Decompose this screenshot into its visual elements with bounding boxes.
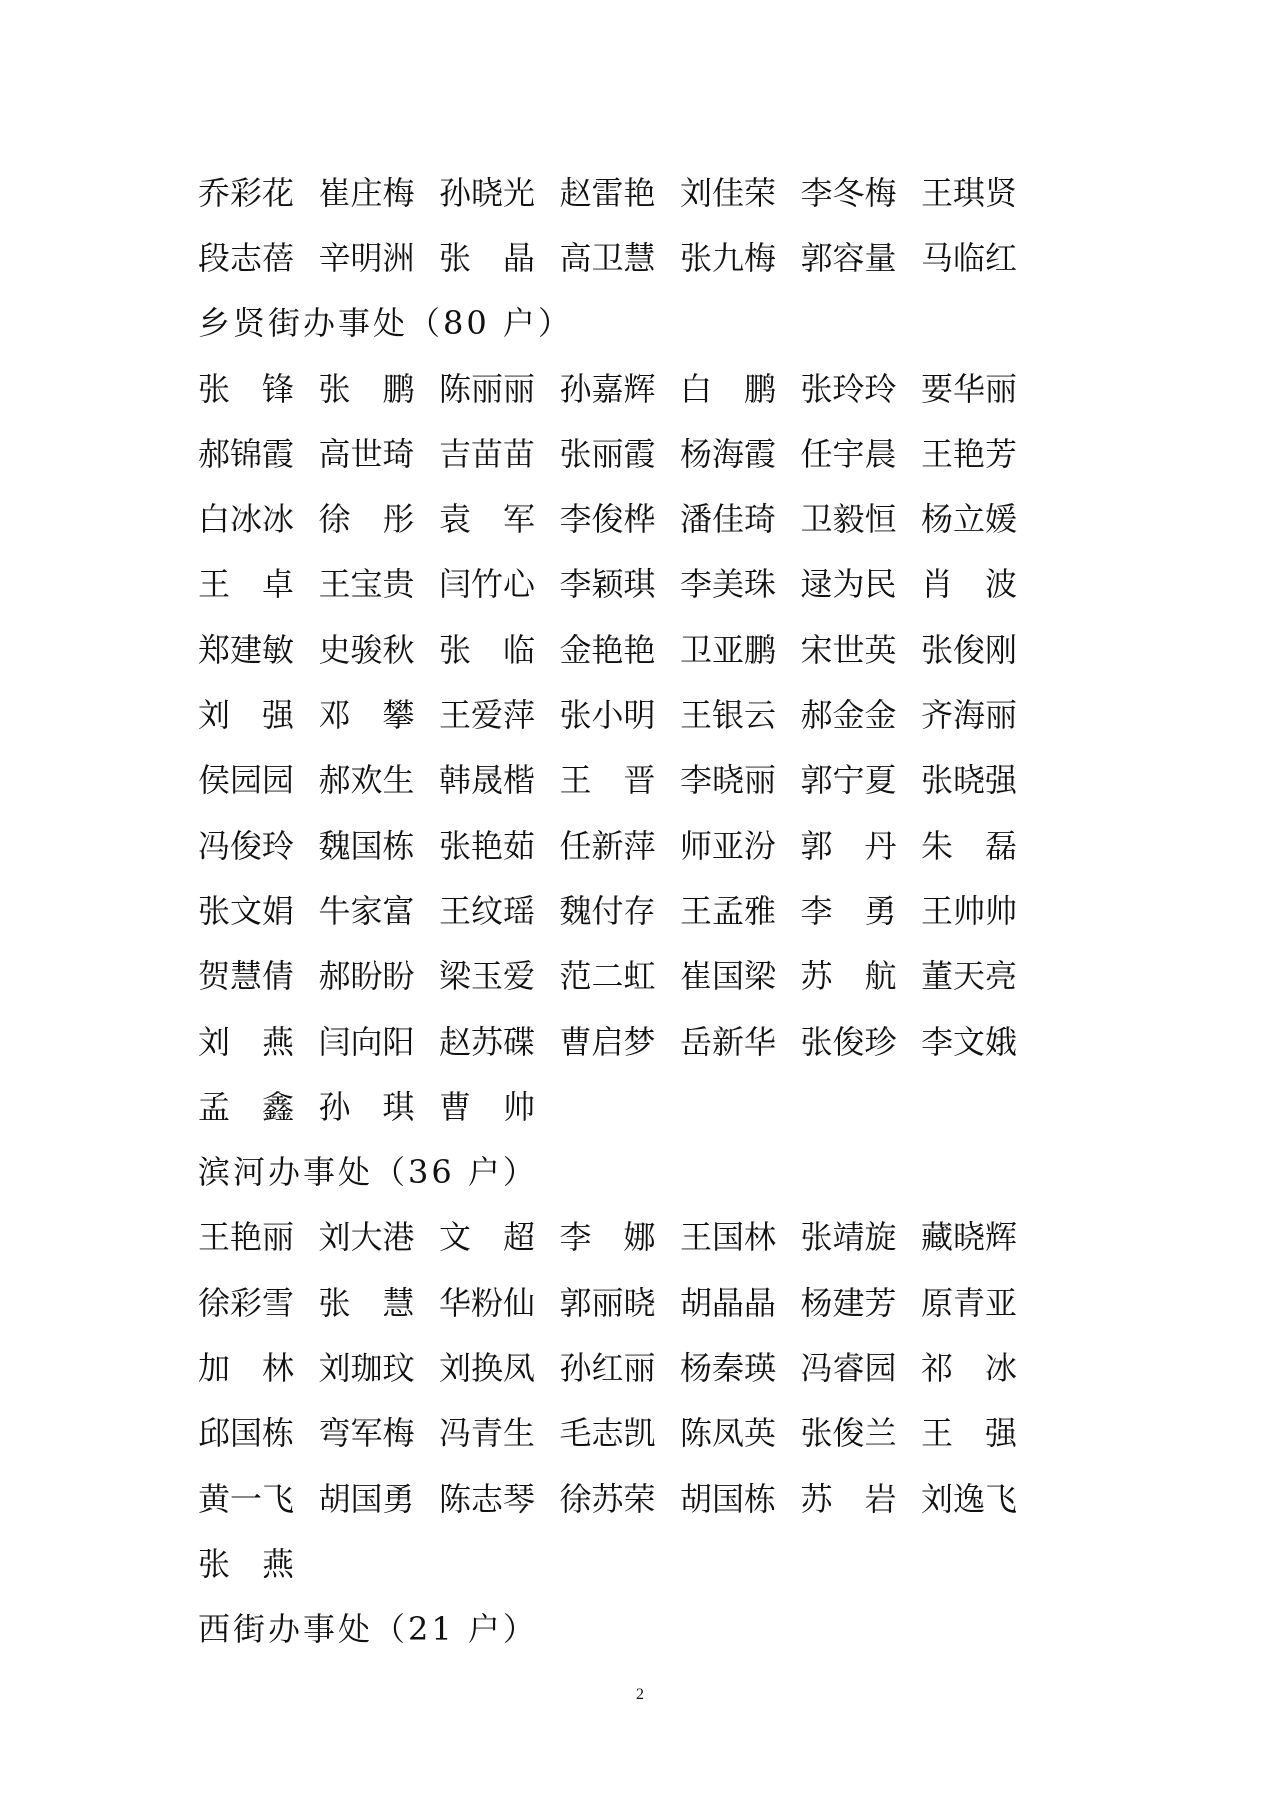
person-name	[921, 1212, 1042, 1258]
person-name	[319, 233, 440, 279]
person-name-text: 赵 雷 艳	[559, 173, 656, 212]
person-name	[319, 559, 440, 605]
person-name	[198, 625, 319, 671]
person-name-text: 王 帅 帅	[921, 891, 1018, 930]
person-name-text: 杨 秦 瑛	[680, 1348, 777, 1387]
person-name	[560, 1212, 681, 1258]
person-name	[801, 1212, 922, 1258]
person-name	[680, 233, 801, 279]
person-name-text: 李 晓 丽	[680, 761, 777, 800]
person-name-text: 张 临	[439, 630, 535, 669]
person-name-text: 张 燕	[198, 1544, 294, 1583]
person-name	[680, 821, 801, 867]
name-row	[198, 1203, 1028, 1268]
person-name	[319, 1278, 440, 1324]
person-name-text: 白 鹏	[680, 369, 776, 408]
person-name-text: 张 文 娟	[198, 891, 295, 930]
person-name-text: 孙 琪	[318, 1087, 415, 1126]
person-name	[921, 429, 1042, 475]
person-name-text: 弯 军 梅	[318, 1414, 415, 1453]
person-name-text: 刘 燕	[198, 1022, 294, 1061]
person-name-text: 冯 俊 玲	[198, 826, 295, 865]
person-name-text: 张 鹏	[318, 369, 415, 408]
person-name	[560, 690, 681, 736]
person-name	[560, 364, 681, 410]
person-name-text: 朱 磊	[921, 826, 1017, 865]
person-name	[801, 1408, 922, 1454]
person-name-text: 张 小 明	[559, 696, 656, 735]
person-name-text: 乔 彩 花	[198, 173, 295, 212]
page-number: 2	[636, 1686, 644, 1703]
person-name-text: 任 宇 晨	[800, 434, 897, 473]
person-name-text: 王 爱 萍	[439, 696, 536, 735]
person-name-text: 金 艳 艳	[559, 630, 656, 669]
person-name	[198, 1017, 319, 1063]
person-name-text: 张 晶	[439, 238, 535, 277]
person-name	[198, 559, 319, 605]
person-name	[319, 1017, 440, 1063]
person-name	[801, 690, 922, 736]
person-name-text: 张 慧	[318, 1283, 415, 1322]
person-name	[319, 364, 440, 410]
person-name	[198, 1278, 319, 1324]
person-name	[319, 886, 440, 932]
person-name-text: 刘 逸 飞	[921, 1479, 1018, 1518]
person-name-text: 董 天 亮	[921, 957, 1018, 996]
person-name	[439, 168, 560, 214]
name-row	[198, 1268, 1028, 1333]
person-name	[801, 364, 922, 410]
person-name	[198, 1539, 319, 1585]
person-name-text: 陈 丽 丽	[439, 369, 536, 408]
person-name	[680, 1278, 801, 1324]
name-row	[198, 680, 1028, 745]
person-name-text: 袁 军	[439, 500, 535, 539]
person-name	[680, 494, 801, 540]
person-name	[439, 1082, 560, 1128]
person-name-text: 王 晋	[559, 761, 656, 800]
person-name-text: 要 华 丽	[921, 369, 1018, 408]
person-name-text: 邓 攀	[318, 696, 415, 735]
person-name	[680, 364, 801, 410]
person-name	[198, 168, 319, 214]
name-list-content	[198, 158, 1028, 1660]
person-name-text: 白 冰 冰	[198, 500, 295, 539]
name-row	[198, 1399, 1028, 1464]
person-name-text: 李 俊 桦	[559, 500, 656, 539]
person-name-text: 王 艳 丽	[198, 1218, 295, 1257]
person-name	[801, 559, 922, 605]
person-name	[680, 951, 801, 997]
person-name	[439, 233, 560, 279]
person-name	[921, 1343, 1042, 1389]
person-name-text: 卫 毅 恒	[800, 500, 897, 539]
person-name-text: 徐 彤	[318, 500, 415, 539]
person-name-text: 闫 竹 心	[439, 565, 536, 604]
person-name	[560, 559, 681, 605]
person-name-text: 毛 志 凯	[559, 1414, 656, 1453]
person-name	[198, 364, 319, 410]
person-name	[439, 886, 560, 932]
person-name	[801, 168, 922, 214]
person-name	[439, 1017, 560, 1063]
person-name	[560, 429, 681, 475]
person-name	[801, 429, 922, 475]
person-name	[560, 951, 681, 997]
person-name-text: 冯 睿 园	[800, 1348, 897, 1387]
person-name-text: 李 娜	[559, 1218, 656, 1257]
person-name-text: 王 银 云	[680, 696, 777, 735]
person-name-text: 冯 青 生	[439, 1414, 536, 1453]
person-name	[198, 1343, 319, 1389]
person-name-text: 华 粉 仙	[439, 1283, 536, 1322]
person-name-text: 张 玲 玲	[800, 369, 897, 408]
person-name	[319, 951, 440, 997]
person-name	[560, 233, 681, 279]
person-name	[560, 886, 681, 932]
person-name-text: 黄 一 飞	[198, 1479, 295, 1518]
person-name-text: 李 颖 琪	[559, 565, 656, 604]
person-name	[921, 690, 1042, 736]
person-name	[680, 1017, 801, 1063]
person-name	[801, 886, 922, 932]
person-name	[801, 625, 922, 671]
person-name-text: 孙 红 丽	[559, 1348, 656, 1387]
person-name-text: 段 志 蓓	[198, 238, 295, 277]
section-heading: 乡贤街办事处（80 户）	[198, 304, 573, 343]
person-name-text: 郝 锦 霞	[198, 434, 295, 473]
person-name-text: 苏 航	[800, 957, 897, 996]
person-name	[801, 494, 922, 540]
name-row	[198, 1333, 1028, 1398]
person-name	[560, 1278, 681, 1324]
name-row	[198, 1529, 1028, 1594]
name-row	[198, 550, 1028, 615]
person-name-text: 王 卓	[198, 565, 294, 604]
section-heading: 滨河办事处（36 户）	[198, 1153, 538, 1192]
person-name-text: 崔 庄 梅	[318, 173, 415, 212]
person-name	[198, 1082, 319, 1128]
person-name-text: 梁 玉 爱	[439, 957, 536, 996]
person-name	[198, 755, 319, 801]
person-name-text: 张 俊 刚	[921, 630, 1018, 669]
person-name-text: 曹 启 梦	[559, 1022, 656, 1061]
person-name-text: 杨 立 媛	[921, 500, 1018, 539]
person-name	[560, 755, 681, 801]
person-name	[439, 951, 560, 997]
name-row	[198, 942, 1028, 1007]
person-name	[801, 1017, 922, 1063]
person-name	[680, 1212, 801, 1258]
person-name	[439, 494, 560, 540]
person-name-text: 齐 海 丽	[921, 696, 1018, 735]
person-name	[439, 690, 560, 736]
person-name-text: 闫 向 阳	[318, 1022, 415, 1061]
person-name	[680, 886, 801, 932]
person-name	[198, 821, 319, 867]
person-name-text: 魏 付 存	[559, 891, 656, 930]
person-name-text: 郑 建 敏	[198, 630, 295, 669]
person-name	[921, 559, 1042, 605]
person-name-text: 逯 为 民	[800, 565, 897, 604]
person-name-text: 苏 岩	[800, 1479, 897, 1518]
person-name-text: 高 卫 慧	[559, 238, 656, 277]
person-name-text: 贺 慧 倩	[198, 957, 295, 996]
name-row	[198, 158, 1028, 223]
person-name-text: 张 晓 强	[921, 761, 1018, 800]
person-name	[921, 951, 1042, 997]
person-name	[801, 1474, 922, 1520]
person-name	[319, 1343, 440, 1389]
name-row	[198, 419, 1028, 484]
person-name	[680, 690, 801, 736]
person-name-text: 胡 晶 晶	[680, 1283, 777, 1322]
name-row	[198, 615, 1028, 680]
person-name-text: 郝 盼 盼	[318, 957, 415, 996]
name-row	[198, 1464, 1028, 1529]
person-name-text: 崔 国 梁	[680, 957, 777, 996]
person-name	[439, 429, 560, 475]
person-name	[439, 755, 560, 801]
person-name-text: 祁 冰	[921, 1348, 1017, 1387]
person-name	[198, 951, 319, 997]
person-name-text: 吉 苗 苗	[439, 434, 536, 473]
person-name	[319, 168, 440, 214]
person-name-text: 辛 明 洲	[318, 238, 415, 277]
person-name-text: 胡 国 勇	[318, 1479, 415, 1518]
person-name-text: 韩 晟 楷	[439, 761, 536, 800]
person-name-text: 张 锋	[198, 369, 294, 408]
person-name-text: 孙 嘉 辉	[559, 369, 656, 408]
person-name-text: 马 临 红	[921, 238, 1018, 277]
person-name	[560, 1408, 681, 1454]
person-name-text: 李 文 娥	[921, 1022, 1018, 1061]
person-name-text: 王 琪 贤	[921, 173, 1018, 212]
person-name	[439, 1343, 560, 1389]
person-name	[198, 233, 319, 279]
person-name	[319, 1474, 440, 1520]
person-name	[801, 233, 922, 279]
person-name-text: 宋 世 英	[800, 630, 897, 669]
person-name	[198, 1474, 319, 1520]
section-heading: 西街办事处（21 户）	[198, 1610, 538, 1649]
person-name-text: 藏 晓 辉	[921, 1218, 1018, 1257]
person-name-text: 王 强	[921, 1414, 1017, 1453]
person-name-text: 刘 佳 荣	[680, 173, 777, 212]
name-row	[198, 1072, 1028, 1137]
person-name-text: 刘 珈 玟	[318, 1348, 415, 1387]
person-name-text: 郭 丽 晓	[559, 1283, 656, 1322]
person-name	[560, 1474, 681, 1520]
person-name-text: 曹 帅	[439, 1087, 535, 1126]
person-name	[921, 494, 1042, 540]
person-name	[198, 886, 319, 932]
person-name	[921, 821, 1042, 867]
person-name	[801, 821, 922, 867]
person-name-text: 潘 佳 琦	[680, 500, 777, 539]
person-name-text: 高 世 琦	[318, 434, 415, 473]
person-name	[801, 1278, 922, 1324]
person-name-text: 卫 亚 鹏	[680, 630, 777, 669]
person-name	[921, 233, 1042, 279]
person-name-text: 郭 容 量	[800, 238, 897, 277]
person-name-text: 张 靖 旋	[800, 1218, 897, 1257]
name-row	[198, 223, 1028, 288]
person-name	[319, 429, 440, 475]
person-name	[921, 755, 1042, 801]
person-name	[439, 625, 560, 671]
person-name	[680, 429, 801, 475]
person-name	[319, 1408, 440, 1454]
person-name	[921, 168, 1042, 214]
person-name-text: 徐 苏 荣	[559, 1479, 656, 1518]
person-name	[801, 951, 922, 997]
person-name	[198, 494, 319, 540]
person-name	[680, 559, 801, 605]
person-name	[439, 1278, 560, 1324]
person-name-text: 牛 家 富	[318, 891, 415, 930]
person-name-text: 岳 新 华	[680, 1022, 777, 1061]
person-name-text: 郝 金 金	[800, 696, 897, 735]
person-name-text: 范 二 虹	[559, 957, 656, 996]
person-name-text: 邱 国 栋	[198, 1414, 295, 1453]
person-name	[439, 821, 560, 867]
person-name-text: 王 国 林	[680, 1218, 777, 1257]
person-name-text: 孟 鑫	[198, 1087, 294, 1126]
person-name	[921, 625, 1042, 671]
name-row	[198, 746, 1028, 811]
person-name	[680, 1474, 801, 1520]
person-name	[560, 625, 681, 671]
person-name-text: 赵 苏 碟	[439, 1022, 536, 1061]
person-name-text: 侯 园 园	[198, 761, 295, 800]
person-name	[439, 1474, 560, 1520]
person-name-text: 刘 强	[198, 696, 294, 735]
person-name	[198, 429, 319, 475]
person-name-text: 张 九 梅	[680, 238, 777, 277]
person-name-text: 李 勇	[800, 891, 897, 930]
person-name	[680, 168, 801, 214]
person-name-text: 胡 国 栋	[680, 1479, 777, 1518]
person-name-text: 师 亚 汾	[680, 826, 777, 865]
person-name	[198, 1212, 319, 1258]
person-name-text: 郭 丹	[800, 826, 897, 865]
person-name-text: 杨 建 芳	[800, 1283, 897, 1322]
person-name	[680, 1408, 801, 1454]
person-name	[439, 1408, 560, 1454]
person-name	[801, 755, 922, 801]
name-row	[198, 876, 1028, 941]
person-name	[319, 1082, 440, 1128]
person-name-text: 原 青 亚	[921, 1283, 1018, 1322]
person-name-text: 魏 国 栋	[318, 826, 415, 865]
person-name-text: 徐 彩 雪	[198, 1283, 295, 1322]
person-name-text: 王 艳 芳	[921, 434, 1018, 473]
person-name-text: 刘 大 港	[318, 1218, 415, 1257]
person-name-text: 张 俊 兰	[800, 1414, 897, 1453]
person-name-text: 郝 欢 生	[318, 761, 415, 800]
person-name	[560, 168, 681, 214]
person-name	[560, 1343, 681, 1389]
person-name-text: 王 宝 贵	[318, 565, 415, 604]
person-name-text: 陈 志 琴	[439, 1479, 536, 1518]
person-name	[319, 690, 440, 736]
person-name	[680, 1343, 801, 1389]
person-name-text: 加 林	[198, 1348, 294, 1387]
person-name-text: 张 艳 茹	[439, 826, 536, 865]
person-name-text: 刘 换 凤	[439, 1348, 536, 1387]
person-name	[801, 1343, 922, 1389]
person-name	[439, 1212, 560, 1258]
person-name-text: 任 新 萍	[559, 826, 656, 865]
person-name	[921, 1278, 1042, 1324]
person-name-text: 史 骏 秋	[318, 630, 415, 669]
person-name	[921, 886, 1042, 932]
person-name-text: 杨 海 霞	[680, 434, 777, 473]
person-name	[560, 821, 681, 867]
person-name	[319, 625, 440, 671]
person-name	[319, 494, 440, 540]
name-row	[198, 1007, 1028, 1072]
person-name	[439, 364, 560, 410]
person-name-text: 郭 宁 夏	[800, 761, 897, 800]
person-name	[921, 1408, 1042, 1454]
person-name	[439, 559, 560, 605]
person-name-text: 孙 晓 光	[439, 173, 536, 212]
person-name	[560, 494, 681, 540]
person-name-text: 王 孟 雅	[680, 891, 777, 930]
person-name	[319, 755, 440, 801]
person-name	[921, 1474, 1042, 1520]
person-name-text: 陈 凤 英	[680, 1414, 777, 1453]
person-name	[921, 1017, 1042, 1063]
person-name-text: 张 丽 霞	[559, 434, 656, 473]
person-name	[198, 690, 319, 736]
name-row	[198, 354, 1028, 419]
person-name	[680, 755, 801, 801]
person-name-text: 李 美 珠	[680, 565, 777, 604]
person-name	[560, 1017, 681, 1063]
person-name	[319, 821, 440, 867]
person-name	[198, 1408, 319, 1454]
person-name-text: 李 冬 梅	[800, 173, 897, 212]
person-name	[921, 364, 1042, 410]
person-name	[319, 1212, 440, 1258]
person-name	[680, 625, 801, 671]
person-name-text: 肖 波	[921, 565, 1017, 604]
person-name-text: 王 纹 瑶	[439, 891, 536, 930]
person-name-text: 张 俊 珍	[800, 1022, 897, 1061]
name-row	[198, 811, 1028, 876]
person-name-text: 文 超	[439, 1218, 535, 1257]
name-row	[198, 484, 1028, 549]
